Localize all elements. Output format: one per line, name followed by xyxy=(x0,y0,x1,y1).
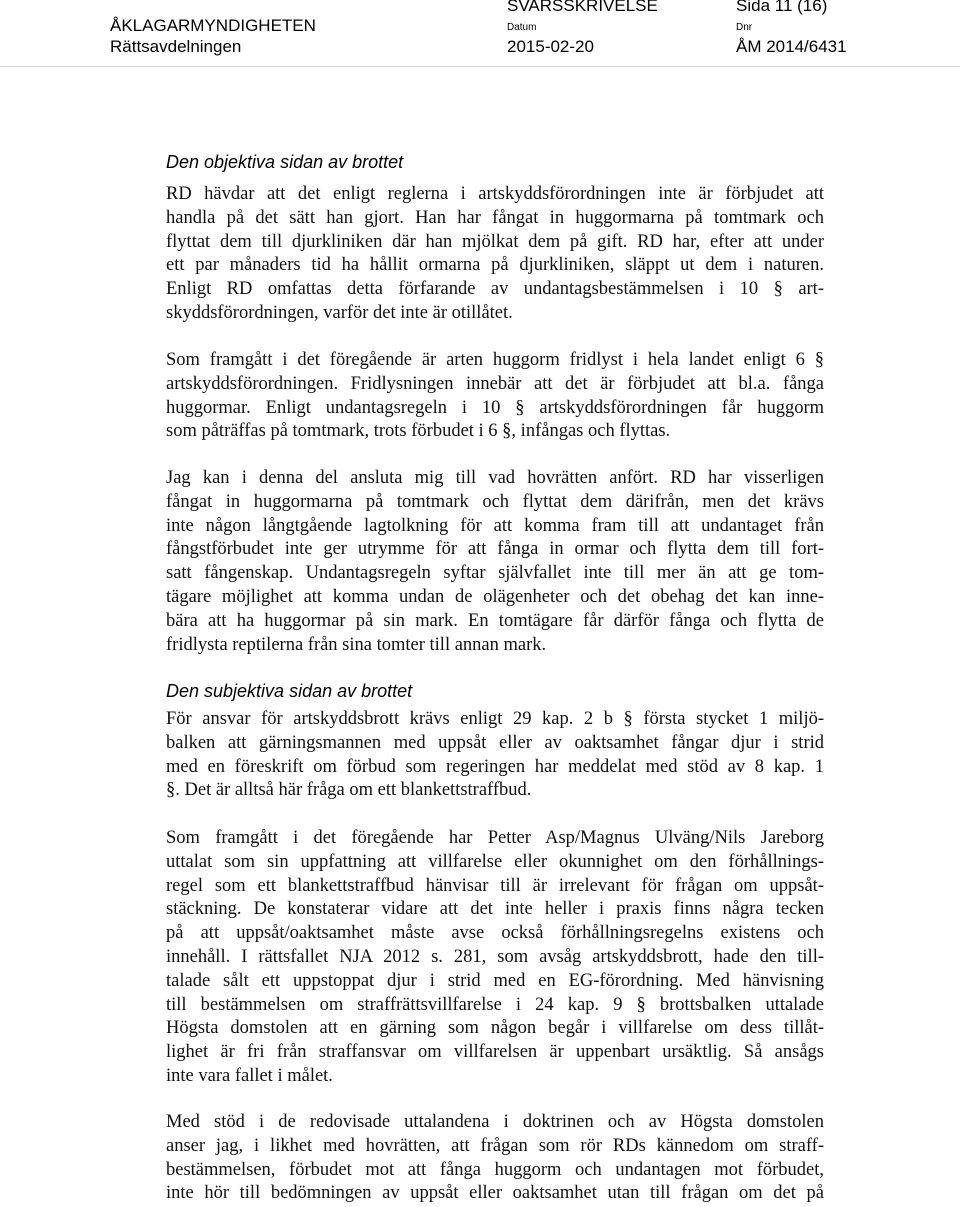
text-line: på att uppsåt/oaktsamhet måste avse också förhållningsregelns existens och xyxy=(166,923,824,944)
text-line: inte hör till bedömningen av uppsåt eller oaktsamhet utan till frågan om det på xyxy=(166,1183,824,1204)
text-line: fångat in huggormarna på tomtmark och flyttat dem därifrån, men det krävs xyxy=(166,491,824,512)
header-department: Rättsavdelningen xyxy=(110,37,242,56)
header-dnr-label: Dnr xyxy=(736,22,753,33)
header-divider xyxy=(0,66,960,67)
paragraph-objective-3 xyxy=(166,467,824,657)
text-line: artskyddsförordningen. Fridlysningen innebär att det är förbjudet att bl.a. fånga xyxy=(166,373,824,394)
text-line: För ansvar för artskyddsbrott krävs enligt 29 kap. 2 b § första stycket 1 miljö- xyxy=(166,709,824,729)
header-page-number: Sida 11 (16) xyxy=(736,0,828,15)
text-line: balken att gärningsmannen med uppsåt eller av oaktsamhet fångar djur i strid xyxy=(166,732,824,753)
text-line: stäckning. De konstaterar vidare att det inte heller i praxis finns några tecken xyxy=(166,899,824,920)
text-line: Som framgått i det föregående har Petter Asp/Magnus Ulväng/Nils Jareborg xyxy=(166,828,824,848)
header-date-label: Datum xyxy=(507,22,537,33)
text-line: som påträffas på tomtmark, trots förbudet i 6 §, infångas och flyttas. xyxy=(166,421,671,442)
text-line: inte någon långtgående lagtolkning för att komma fram till att undantaget från xyxy=(166,515,824,536)
text-line: flyttat dem till djurkliniken där han mjölkat dem på gift. RD har, efter att under xyxy=(166,231,824,252)
text-line: innehåll. I rättsfallet NJA 2012 s. 281, som avsåg artskyddsbrott, hade den till- xyxy=(166,946,824,967)
paragraph-subjective-3 xyxy=(166,1111,824,1206)
text-line: Högsta domstolen att en gärning som någon begår i villfarelse om dess tillåt- xyxy=(166,1018,824,1039)
text-line: satt fångenskap. Undantagsregeln syftar självfallet inte till mer än att ge tom- xyxy=(166,563,824,584)
text-line: talade sålt ett uppstoppat djur i strid med en EG-förordning. Med hänvisning xyxy=(166,970,824,991)
paragraph-objective-2 xyxy=(166,349,824,444)
text-line: handla på det sätt han gjort. Han har fångat in huggormarna på tomtmark och xyxy=(166,207,824,228)
text-line: lighet är fri från straffansvar om villfarelsen är uppenbart ursäktlig. Så ansågs xyxy=(166,1042,824,1063)
paragraph-subjective-1 xyxy=(166,708,824,803)
header-date: 2015-02-20 xyxy=(507,37,594,56)
text-line: regel som ett blankettstraffbud hänvisar till är irrelevant för frågan om uppsåt- xyxy=(166,875,824,896)
text-line: bära att ha huggormar på sin mark. En tomtägare får därför fånga och flytta de xyxy=(166,610,824,631)
section-heading-objective: Den objektiva sidan av brottet xyxy=(166,152,404,172)
text-line: Jag kan i denna del ansluta mig till vad hovrätten anfört. RD har visserligen xyxy=(166,468,824,488)
paragraph-subjective-2 xyxy=(166,827,824,1089)
text-line: uttalat som sin uppfattning att villfarelse eller okunnighet om den förhållnings- xyxy=(166,851,824,872)
text-line: ett par månaders tid ha hållit ormarna på djurkliniken, släppt ut dem i naturen. xyxy=(166,255,824,276)
text-line: fångstförbudet inte ger utrymme för att fånga in ormar och flytta dem till fort- xyxy=(166,539,824,560)
header-doc-type: SVARSSKRIVELSE xyxy=(507,0,658,15)
text-line: huggormar. Enligt undantagsregeln i 10 § artskyddsförordningen får huggorm xyxy=(166,397,824,418)
text-line: RD hävdar att det enligt reglerna i artskyddsförordningen inte är förbjudet att xyxy=(166,184,824,204)
header-authority: ÅKLAGARMYNDIGHETEN xyxy=(110,16,316,35)
text-line: bestämmelsen, förbudet mot att fånga huggorm och undantagen mot förbudet, xyxy=(166,1159,824,1180)
text-line: §. Det är alltså här fråga om ett blankettstraffbud. xyxy=(166,780,532,801)
text-line: Enligt RD omfattas detta förfarande av undantagsbestämmelsen i 10 § art- xyxy=(166,279,824,300)
text-line: till bestämmelsen om straffrättsvillfarelse i 24 kap. 9 § brottsbalken uttalade xyxy=(166,994,824,1015)
header-dnr: ÅM 2014/6431 xyxy=(736,37,847,56)
text-line: skyddsförordningen, varför det inte är otillåtet. xyxy=(166,302,513,323)
text-line: anser jag, i likhet med hovrätten, att frågan som rör RDs kännedom om straff- xyxy=(166,1135,824,1156)
text-line: Med stöd i de redovisade uttalandena i doktrinen och av Högsta domstolen xyxy=(166,1112,824,1132)
section-heading-subjective: Den subjektiva sidan av brottet xyxy=(166,681,413,701)
text-line: inte vara fallet i målet. xyxy=(166,1065,333,1086)
text-line: tägare möjlighet att komma undan de olägenheter och det obehag det kan inne- xyxy=(166,586,824,607)
text-line: med en föreskrift om förbud som regeringen har meddelat med stöd av 8 kap. 1 xyxy=(166,756,824,777)
text-line: Som framgått i det föregående är arten huggorm fridlyst i hela landet enligt 6 § xyxy=(166,350,824,370)
text-line: fridlysta reptilerna från sina tomter till annan mark. xyxy=(166,634,547,655)
paragraph-objective-1 xyxy=(166,183,824,326)
